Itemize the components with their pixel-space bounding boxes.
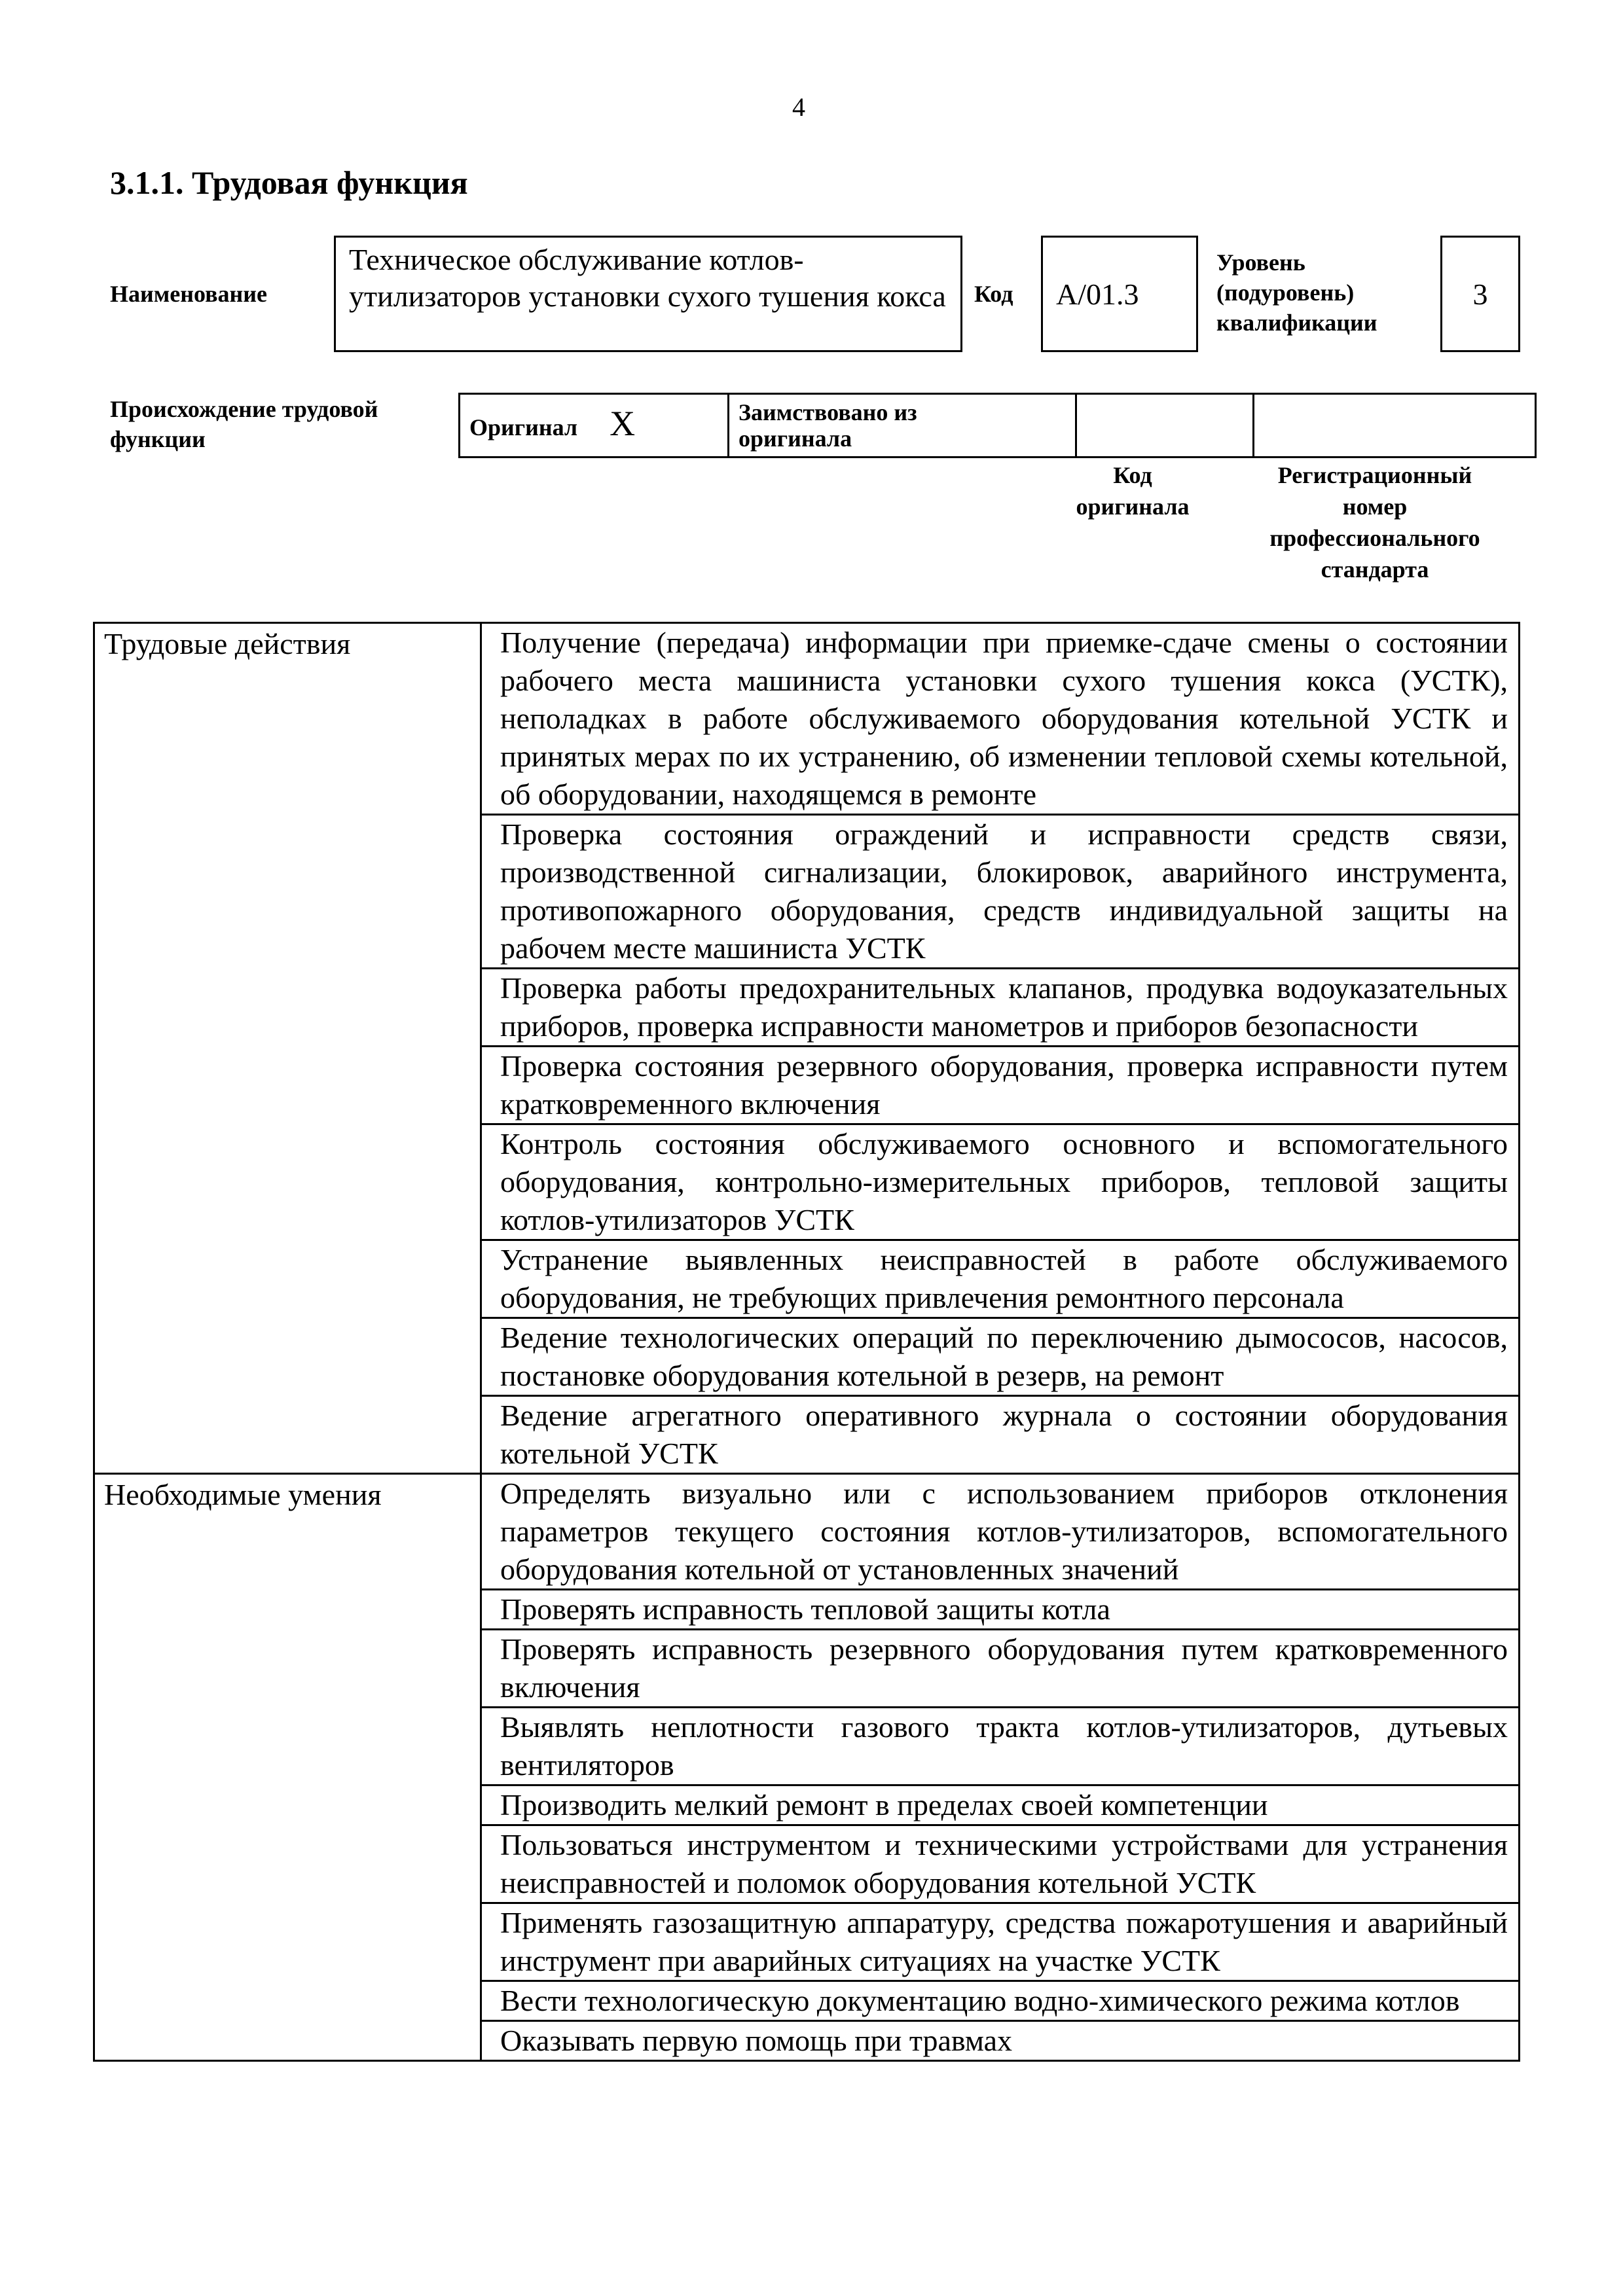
reg-caption-line: Регистрационный — [1277, 462, 1472, 488]
labor-actions-item: Контроль состояния обслуживаемого основного и вспомогательного оборудования, контрольно-измерительных приборов, тепловой защиты котлов-утилизаторов УСТК — [481, 1124, 1520, 1240]
labor-actions-heading: Трудовые действия — [94, 623, 481, 1474]
level-field: 3 — [1440, 236, 1520, 352]
level-label-line: (подуровень) — [1216, 279, 1355, 306]
required-skills-item: Применять газозащитную аппаратуру, средства пожаротушения и аварийный инструмент при аварийных ситуациях на участке УСТК — [481, 1903, 1520, 1981]
code-caption-line: оригинала — [1076, 493, 1190, 520]
original-label: Оригинал — [469, 414, 578, 440]
original-mark: X — [610, 404, 636, 443]
labor-actions-item: Ведение агрегатного оперативного журнала о состоянии оборудования котельной УСТК — [481, 1396, 1520, 1474]
level-label-line: Уровень — [1216, 249, 1305, 276]
origin-label — [110, 394, 378, 454]
labor-actions-item: Получение (передача) информации при приемке-сдаче смены о состоянии рабочего места машиниста установки сухого тушения кокса (УСТК), неполадках в работе обслуживаемого оборудования котельной УСТК и принятых мерах по их устранению, об изменении тепловой схемы котельной, об оборудовании, находящемся в ремонте — [481, 623, 1520, 815]
borrowed-label-line: оригинала — [739, 425, 852, 452]
labor-actions-item: Проверка состояния резервного оборудования, проверка исправности путем кратковременного включения — [481, 1047, 1520, 1124]
required-skills-item: Выявлять неплотности газового тракта котлов-утилизаторов, дутьевых вентиляторов — [481, 1708, 1520, 1785]
origin-label-line: функции — [110, 426, 206, 452]
required-skills-item: Пользоваться инструментом и техническими устройствами для устранения неисправностей и поломок оборудования котельной УСТК — [481, 1825, 1520, 1903]
origin-reg-cell — [1254, 394, 1536, 457]
code-caption-line: Код — [1113, 462, 1152, 488]
required-skills-item: Проверять исправность тепловой защиты котла — [481, 1590, 1520, 1630]
reg-caption-line: номер — [1342, 493, 1408, 520]
code-caption — [1048, 459, 1218, 522]
origin-borrowed-cell — [729, 394, 1076, 457]
reg-caption — [1231, 459, 1519, 585]
requirements-table — [93, 622, 1520, 2062]
required-skills-item: Определять визуально или с использованием приборов отклонения параметров текущего состояния котлов-утилизаторов, вспомогательного оборудования котельной от установленных значений — [481, 1474, 1520, 1590]
labor-actions-item: Ведение технологических операций по переключению дымососов, насосов, постановке оборудования котельной в резерв, на ремонт — [481, 1318, 1520, 1396]
required-skills-item: Оказывать первую помощь при травмах — [481, 2021, 1520, 2061]
page-number: 4 — [792, 92, 805, 122]
labor-actions-item: Проверка работы предохранительных клапанов, продувка водоуказательных приборов, проверка исправности манометров и приборов безопасности — [481, 969, 1520, 1047]
code-label: Код — [974, 281, 1013, 307]
origin-code-cell — [1076, 394, 1254, 457]
table-row — [94, 623, 1520, 815]
origin-table — [458, 393, 1537, 458]
required-skills-heading: Необходимые умения — [94, 1474, 481, 2061]
function-name-field: Техническое обслуживание котлов-утилизаторов установки сухого тушения кокса — [334, 236, 962, 352]
required-skills-item: Проверять исправность резервного оборудования путем кратковременного включения — [481, 1630, 1520, 1708]
reg-caption-line: профессионального — [1269, 525, 1480, 551]
level-label-line: квалификации — [1216, 310, 1377, 336]
level-label — [1216, 247, 1377, 338]
origin-label-line: Происхождение трудовой — [110, 396, 378, 422]
labor-actions-item: Проверка состояния ограждений и исправности средств связи, производственной сигнализации, блокировок, аварийного инструмента, противопожарного оборудования, средств индивидуальной защиты на рабочем месте машиниста УСТК — [481, 815, 1520, 969]
labor-actions-item: Устранение выявленных неисправностей в работе обслуживаемого оборудования, не требующих привлечения ремонтного персонала — [481, 1240, 1520, 1318]
reg-caption-line: стандарта — [1321, 556, 1429, 583]
required-skills-item: Производить мелкий ремонт в пределах своей компетенции — [481, 1785, 1520, 1825]
origin-original-cell — [460, 394, 729, 457]
required-skills-item: Вести технологическую документацию водно-химического режима котлов — [481, 1981, 1520, 2021]
name-label: Наименование — [110, 281, 267, 307]
section-title: 3.1.1. Трудовая функция — [110, 164, 468, 201]
code-field: A/01.3 — [1041, 236, 1198, 352]
table-row — [94, 1474, 1520, 1590]
borrowed-label-line: Заимствовано из — [739, 399, 917, 425]
